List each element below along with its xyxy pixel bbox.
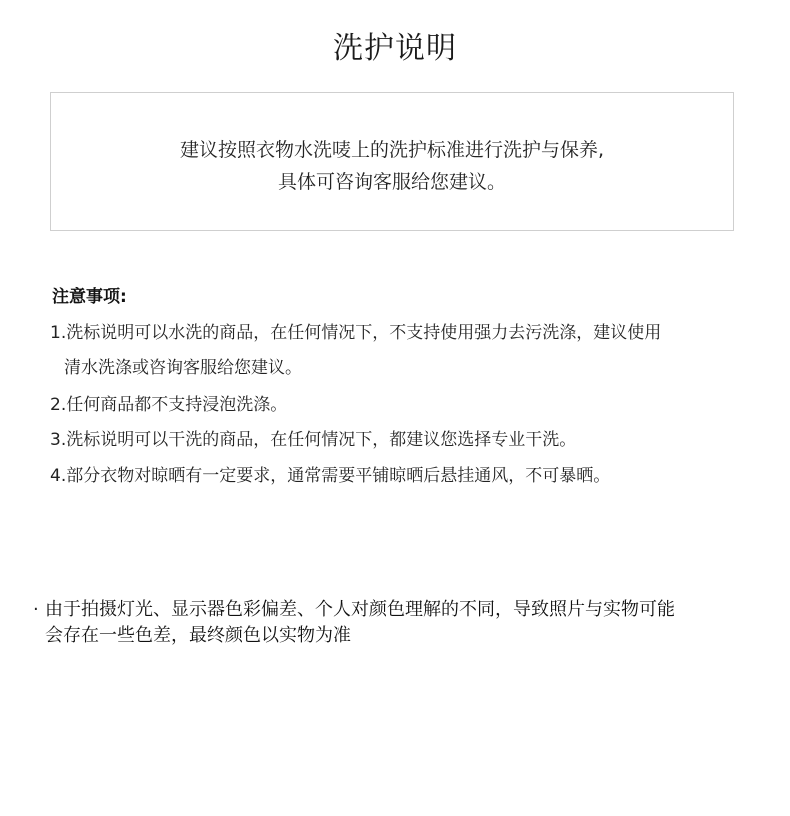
- notes-heading: 注意事项:: [52, 287, 127, 307]
- note-item-1: 1.洗标说明可以水洗的商品，在任何情况下，不支持使用强力去污洗涤，建议使用: [50, 323, 662, 343]
- note-item-2: 2.任何商品都不支持浸泡洗涤。: [50, 395, 288, 415]
- advice-box: [50, 92, 734, 231]
- disclaimer-line-2: 会存在一些色差，最终颜色以实物为准: [45, 625, 351, 646]
- note-item-3: 3.洗标说明可以干洗的商品，在任何情况下，都建议您选择专业干洗。: [50, 430, 577, 450]
- note-item-1-continued: 清水洗涤或咨询客服给您建议。: [64, 358, 302, 378]
- note-item-4: 4.部分衣物对晾晒有一定要求，通常需要平铺晾晒后悬挂通风，不可暴晒。: [50, 466, 611, 486]
- disclaimer-line-1: 由于拍摄灯光、显示器色彩偏差、个人对颜色理解的不同，导致照片与实物可能: [45, 599, 675, 620]
- page-title: 洗护说明: [333, 31, 457, 66]
- disclaimer-bullet: ·: [33, 599, 39, 620]
- advice-line-2: 具体可咨询客服给您建议。: [277, 171, 506, 193]
- advice-line-1: 建议按照衣物水洗唛上的洗护标准进行洗护与保养,: [179, 139, 605, 161]
